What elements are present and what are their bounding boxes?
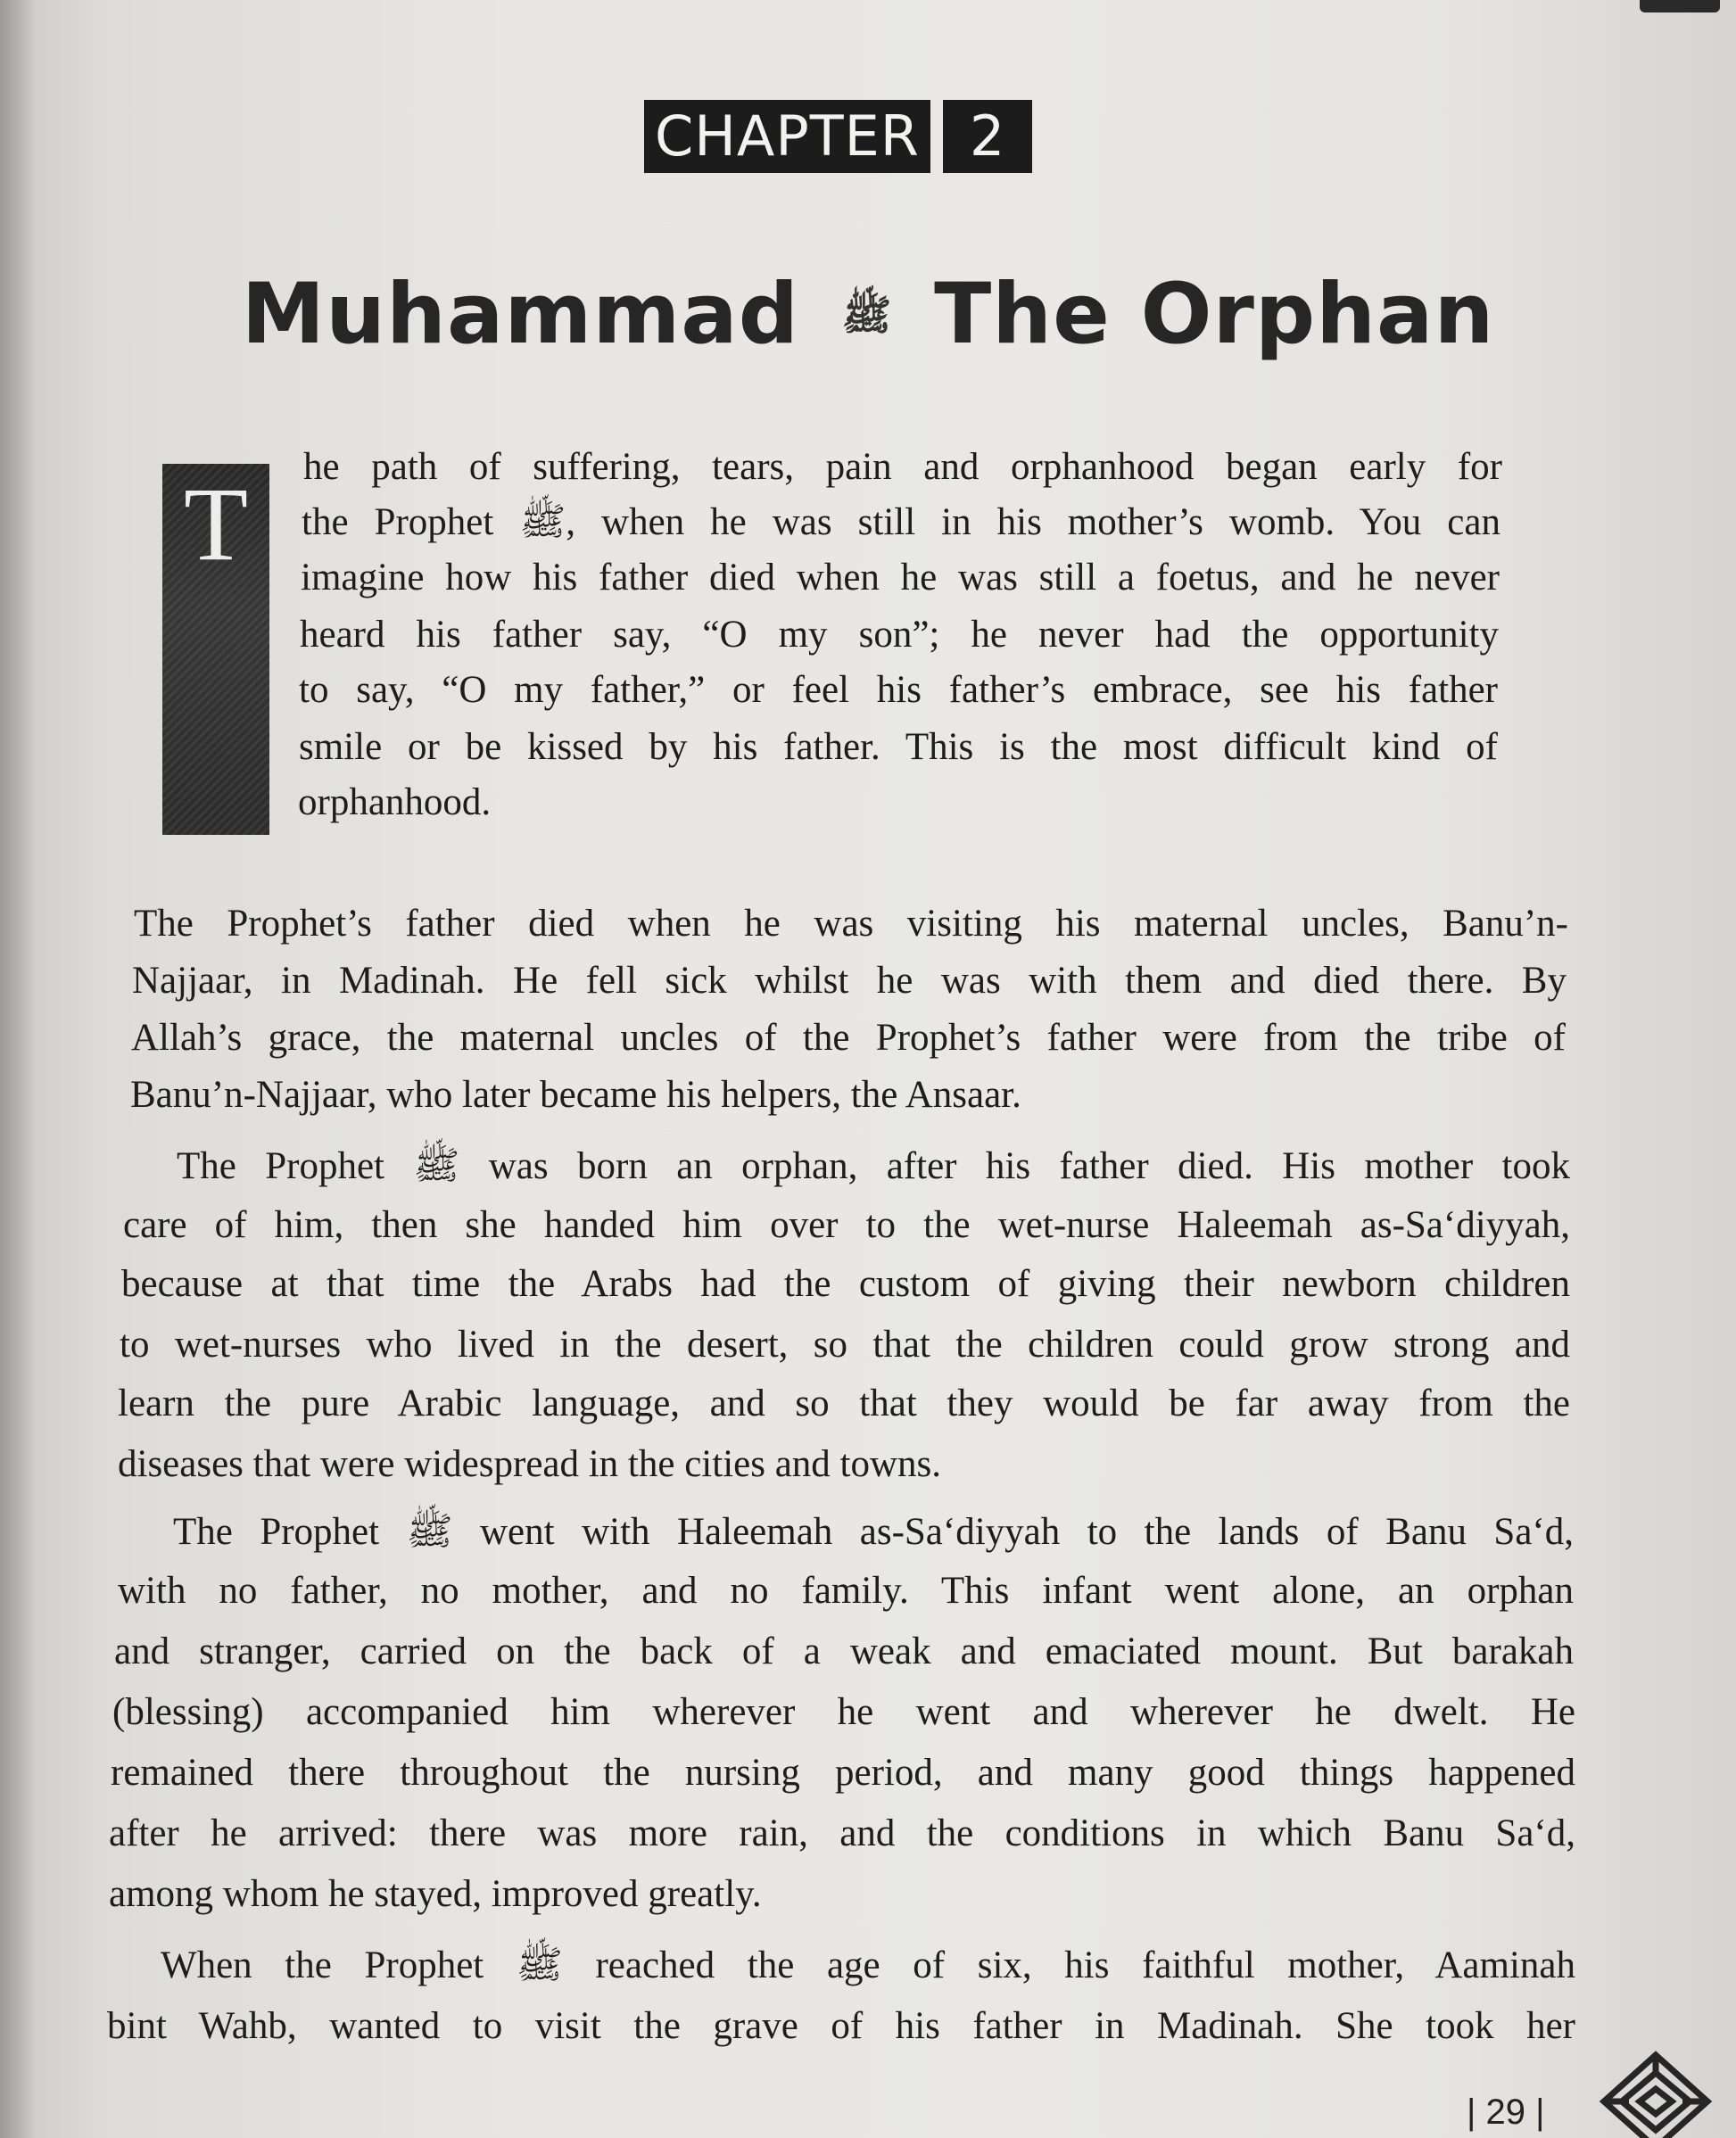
body-line: bint Wahb, wanted to visit the grave of his father in Madinah. She took her [107, 2005, 1575, 2047]
chapter-number: 2 [943, 100, 1032, 173]
body-line: smile or be kissed by his father. This is the most difficult kind of [299, 726, 1498, 768]
chapter-label [644, 100, 1032, 173]
honorific-symbol: ﷺ [841, 290, 892, 339]
body-line: remained there throughout the nursing period, and many good things happened [111, 1752, 1575, 1794]
body-line: learn the pure Arabic language, and so that they would be far away from the [118, 1383, 1570, 1424]
body-line: among whom he stayed, improved greatly. [109, 1873, 762, 1915]
body-line: Najjaar, in Madinah. He fell sick whilst he was with them and died there. By [132, 960, 1567, 1002]
body-line: orphanhood. [298, 781, 492, 823]
body-line: he path of suffering, tears, pain and orphanhood began early for [303, 446, 1502, 488]
body-line: The Prophet ﷺ went with Haleemah as-Sa‘diyyah to the lands of Banu Sa‘d, [173, 1511, 1574, 1553]
drop-cap-letter: T [183, 466, 249, 582]
body-line: after he arrived: there was more rain, and the conditions in which Banu Sa‘d, [109, 1812, 1575, 1854]
body-line: with no father, no mother, and no family. This infant went alone, an orphan [118, 1570, 1574, 1612]
page-number: | 29 | [1467, 2093, 1545, 2132]
body-line: When the Prophet ﷺ reached the age of six, his faithful mother, Aaminah [161, 1944, 1575, 1986]
body-line: The Prophet’s father died when he was visiting his maternal uncles, Banu’n- [134, 903, 1568, 945]
body-line: because at that time the Arabs had the custom of giving their newborn children [121, 1263, 1570, 1305]
body-line: to wet-nurses who lived in the desert, so that the children could grow strong and [120, 1324, 1570, 1366]
body-line: care of him, then she handed him over to the wet-nurse Haleemah as-Sa‘diyyah, [123, 1204, 1570, 1246]
page-ornament-icon [1593, 2048, 1718, 2138]
body-line: and stranger, carried on the back of a weak and emaciated mount. But barakah [114, 1630, 1574, 1672]
corner-header-mark [1640, 0, 1720, 12]
body-line: Allah’s grace, the maternal uncles of the Prophet’s father were from the tribe of [131, 1017, 1566, 1059]
body-line: the Prophet ﷺ, when he was still in his mother’s womb. You can [302, 501, 1500, 543]
chapter-title [0, 266, 1736, 363]
chapter-word: CHAPTER [644, 100, 930, 173]
chapter-title-part1: Muhammad [241, 266, 800, 363]
body-line: heard his father say, “O my son”; he never had the opportunity [300, 614, 1499, 656]
chapter-title-part2: The Orphan [934, 266, 1495, 363]
body-line: Banu’n-Najjaar, who later became his helpers, the Ansaar. [130, 1074, 1021, 1116]
body-line: diseases that were widespread in the cities and towns. [118, 1443, 942, 1485]
body-line: (blessing) accompanied him wherever he went and wherever he dwelt. He [112, 1691, 1575, 1733]
body-line: imagine how his father died when he was still a foetus, and he never [301, 557, 1500, 598]
body-line: The Prophet ﷺ was born an orphan, after his father died. His mother took [177, 1145, 1571, 1187]
drop-cap-box [162, 464, 269, 835]
body-line: to say, “O my father,” or feel his father’s embrace, see his father [299, 669, 1498, 711]
